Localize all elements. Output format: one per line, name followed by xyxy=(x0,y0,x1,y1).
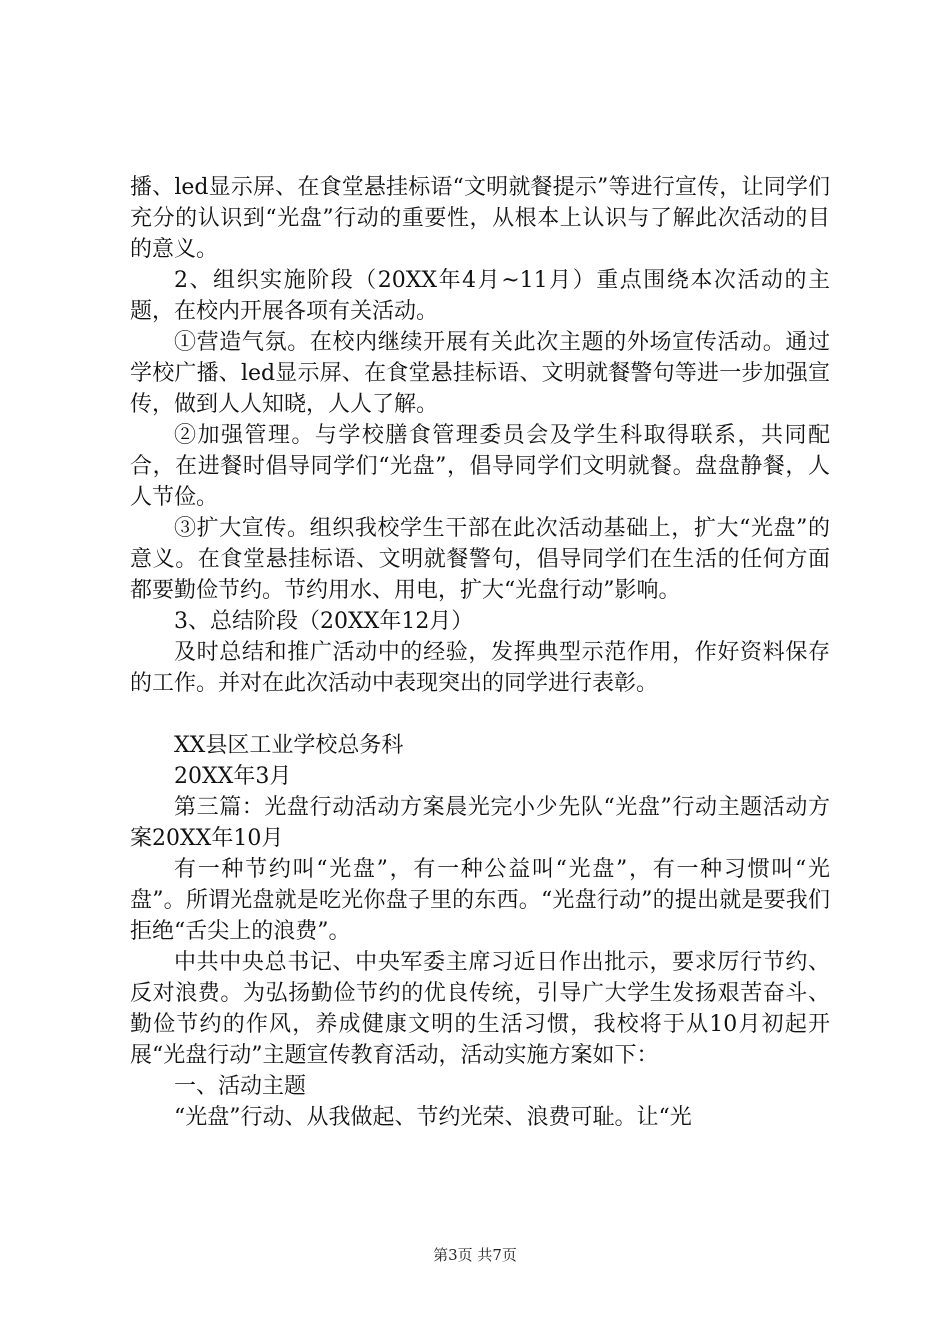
paragraph-7: 及时总结和推广活动中的经验，发挥典型示范作用，作好资料保存的工作。并对在此次活动中表现突出的同学进行表彰。 xyxy=(130,640,830,696)
page-footer: 第3页 共7页 xyxy=(433,1246,517,1264)
paragraph-2: 2、组织实施阶段（20XX年4月~11月）重点围绕本次活动的主题，在校内开展各项有关活动。 xyxy=(130,268,830,324)
paragraph-9: 中共中央总书记、中央军委主席习近日作出批示，要求厉行节约、反对浪费。为弘扬勤俭节约的优良传统，引导广大学生发扬艰苦奋斗、勤俭节约的作风，养成健康文明的生活习惯，我校将于从10月初起开展“光盘行动”主题宣传教育活动，活动实施方案如下： xyxy=(130,950,830,1068)
paragraph-5: ③扩大宣传。组织我校学生干部在此次活动基础上，扩大“光盘”的意义。在食堂悬挂标语、文明就餐警句，倡导同学们在生活的任何方面都要勤俭节约。节约用水、用电，扩大“光盘行动”影响。 xyxy=(130,516,830,603)
paragraph-3: ①营造气氛。在校内继续开展有关此次主题的外场宣传活动。通过学校广播、led显示屏、在食堂悬挂标语、文明就餐警句等进一步加强宣传，做到人人知晓，人人了解。 xyxy=(130,330,830,417)
paragraph-1: 播、led显示屏、在食堂悬挂标语“文明就餐提示”等进行宣传，让同学们充分的认识到“光盘”行动的重要性，从根本上认识与了解此次活动的目的意义。 xyxy=(130,175,830,262)
paragraph-6: 3、总结阶段（20XX年12月） xyxy=(174,609,474,634)
section-title: 第三篇：光盘行动活动方案晨光完小少先队“光盘”行动主题活动方案20XX年10月 xyxy=(130,795,830,851)
document-body xyxy=(130,172,830,1133)
heading-activity-theme: 一、活动主题 xyxy=(174,1074,307,1099)
signature-org: XX县区工业学校总务科 xyxy=(174,733,404,758)
paragraph-10: “光盘”行动、从我做起、节约光荣、浪费可耻。让“光 xyxy=(174,1105,692,1130)
paragraph-4: ②加强管理。与学校膳食管理委员会及学生科取得联系，共同配合，在进餐时倡导同学们“光盘”，倡导同学们文明就餐。盘盘静餐，人人节俭。 xyxy=(130,423,830,510)
blank-line xyxy=(130,699,830,730)
paragraph-8: 有一种节约叫“光盘”，有一种公益叫“光盘”，有一种习惯叫“光盘”。所谓光盘就是吃光你盘子里的东西。“光盘行动”的提出就是要我们拒绝“舌尖上的浪费”。 xyxy=(130,857,830,944)
signature-date: 20XX年3月 xyxy=(174,764,292,789)
